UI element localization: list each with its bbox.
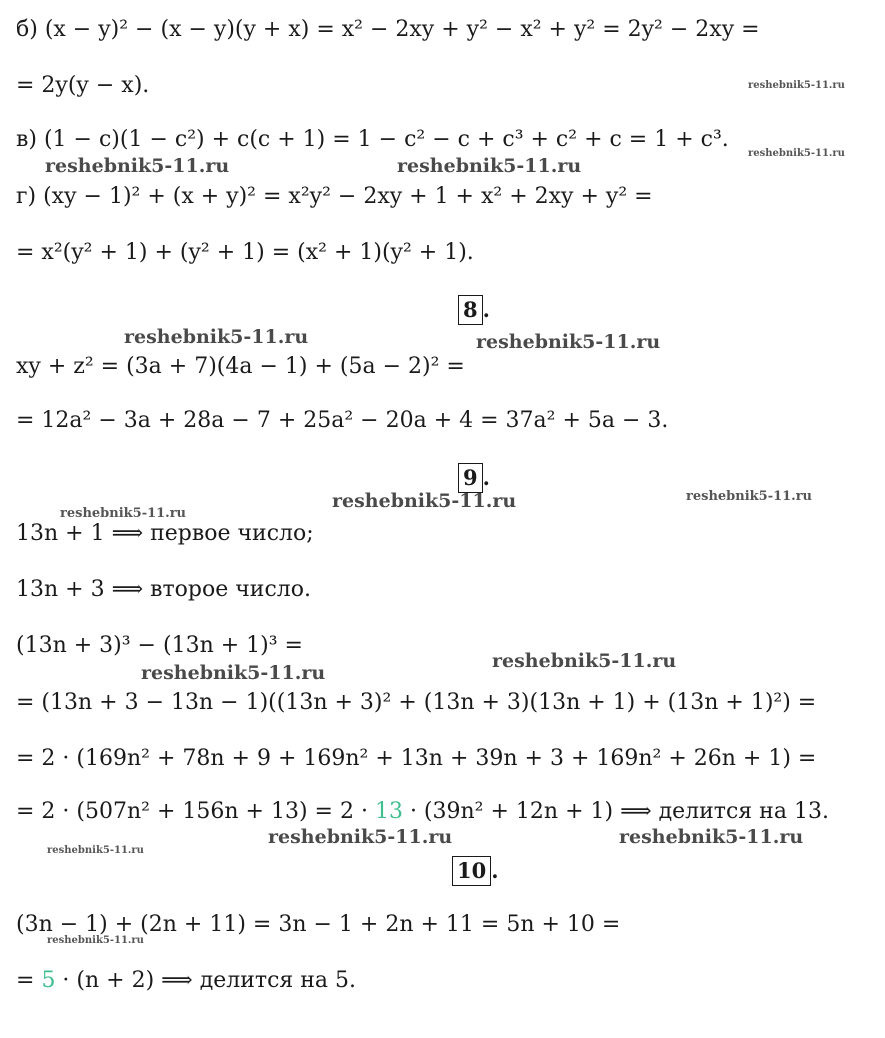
watermark: reshebnik5-11.ru (141, 662, 326, 684)
watermark: reshebnik5-11.ru (45, 155, 230, 177)
watermark: reshebnik5-11.ru (268, 826, 453, 848)
solution-line-10-2-part-a: = (16, 968, 42, 993)
solution-line-g1: г) (xy − 1)² + (x + y)² = x²y² − 2xy + 1 + x² + 2xy + y² = (16, 184, 653, 209)
solution-line-8-1: xy + z² = (3a + 7)(4a − 1) + (5a − 2)² = (16, 354, 465, 379)
solution-line-9-3: (13n + 3)³ − (13n + 1)³ = (16, 633, 303, 658)
solution-line-g2: = x²(y² + 1) + (y² + 1) = (x² + 1)(y² + 1). (16, 240, 474, 265)
solution-line-8-2: = 12a² − 3a + 28a − 7 + 25a² − 20a + 4 = 37a² + 5a − 3. (16, 408, 669, 433)
problem-number-8: 8 . (458, 295, 490, 325)
solution-line-9-6 (16, 797, 829, 827)
watermark: reshebnik5-11.ru (748, 148, 845, 159)
watermark: reshebnik5-11.ru (47, 845, 144, 856)
solution-line-9-1: 13n + 1 ⟹ первое число; (16, 521, 314, 546)
watermark: reshebnik5-11.ru (748, 80, 845, 91)
watermark: reshebnik5-11.ru (619, 826, 804, 848)
solution-line-10-2 (16, 966, 356, 996)
watermark: reshebnik5-11.ru (686, 489, 813, 504)
watermark: reshebnik5-11.ru (60, 506, 187, 521)
solution-line-9-5: = 2 · (169n² + 78n + 9 + 169n² + 13n + 39n + 3 + 169n² + 26n + 1) = (16, 746, 817, 771)
solution-line-b1: б) (x − y)² − (x − y)(y + x) = x² − 2xy + y² − x² + y² = 2y² − 2xy = (16, 17, 760, 42)
solution-line-9-6-part-a: = 2 · (507n² + 156n + 13) = 2 · (16, 799, 375, 824)
problem-number-9: 9 . (458, 463, 490, 493)
solution-line-v1: в) (1 − c)(1 − c²) + c(c + 1) = 1 − c² − c + c³ + c² + c = 1 + c³. (16, 127, 729, 152)
watermark: reshebnik5-11.ru (332, 490, 517, 512)
watermark: reshebnik5-11.ru (47, 935, 144, 946)
solution-line-10-1: (3n − 1) + (2n + 11) = 3n − 1 + 2n + 11 = 5n + 10 = (16, 912, 621, 937)
highlighted-factor-5: 5 (41, 968, 56, 993)
watermark: reshebnik5-11.ru (476, 331, 661, 353)
highlighted-factor-13: 13 (374, 799, 403, 824)
solution-line-9-6-part-b: · (39n² + 12n + 1) ⟹ делится на 13. (402, 799, 829, 824)
watermark: reshebnik5-11.ru (492, 650, 677, 672)
solution-line-10-2-part-b: · (n + 2) ⟹ делится на 5. (55, 968, 357, 993)
problem-number-10: 10 . (452, 856, 499, 886)
solution-line-9-4: = (13n + 3 − 13n − 1)((13n + 3)² + (13n + 3)(13n + 1) + (13n + 1)²) = (16, 690, 817, 715)
watermark: reshebnik5-11.ru (397, 155, 582, 177)
watermark: reshebnik5-11.ru (124, 326, 309, 348)
solution-line-b2: = 2y(y − x). (16, 73, 150, 98)
solution-line-9-2: 13n + 3 ⟹ второе число. (16, 577, 311, 602)
